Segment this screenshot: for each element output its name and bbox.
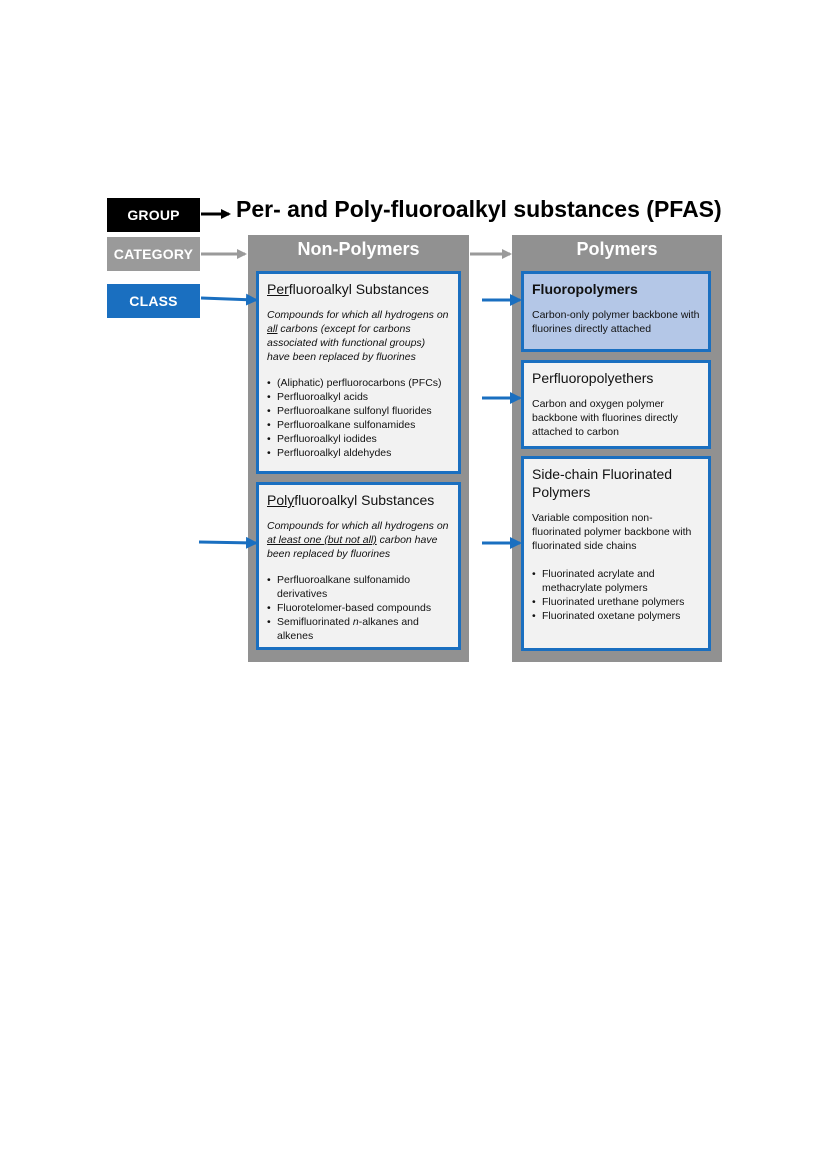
list-item: • Semifluorinated n-alkanes and alkenes <box>267 615 450 643</box>
class-label: CLASS <box>107 284 200 318</box>
fluoropolymers-description: Carbon-only polymer backbone with fluorines directly attached <box>532 309 700 335</box>
list-item: • Fluorinated oxetane polymers <box>532 609 700 623</box>
list-item: • Perfluoroalkane sulfonyl fluorides <box>267 404 450 418</box>
side-chain-title: Side-chain Fluorinated Polymers <box>532 466 673 500</box>
polymers-header: Polymers <box>576 239 658 259</box>
side-chain-description: Variable composition non-fluorinated polymer backbone with fluorinated side chains <box>532 512 692 552</box>
list-item: • Fluorinated urethane polymers <box>532 595 700 609</box>
perfluoroalkyl-description: Compounds for which all hydrogens on all carbons (except for carbons associated with functional groups) have been replaced by fluorines <box>267 309 449 363</box>
list-item: • Perfluoroalkyl aldehydes <box>267 446 450 460</box>
fluoropolymers-title: Fluoropolymers <box>532 281 638 297</box>
category-label: CATEGORY <box>107 237 200 271</box>
list-item: • Fluorinated acrylate and methacrylate polymers <box>532 567 700 595</box>
arrow-polyfluoroalkyl <box>199 542 256 543</box>
non-polymers-header: Non-Polymers <box>297 239 420 259</box>
list-item: • (Aliphatic) perfluorocarbons (PFCs) <box>267 376 450 390</box>
perfluoropolyethers-title: Perfluoropolyethers <box>532 370 654 386</box>
perfluoroalkyl-title: Perfluoroalkyl Substances <box>267 281 429 297</box>
list-item: • Perfluoroalkane sulfonamido derivatives <box>267 573 450 601</box>
diagram-title: Per- and Poly-fluoroalkyl substances (PFAS) <box>236 196 722 222</box>
list-item: • Perfluoroalkane sulfonamides <box>267 418 450 432</box>
perfluoropolyethers-description: Carbon and oxygen polymer backbone with fluorines directly attached to carbon <box>532 398 678 438</box>
list-item: • Perfluoroalkyl iodides <box>267 432 450 446</box>
group-label: GROUP <box>107 198 200 232</box>
list-item: • Perfluoroalkyl acids <box>267 390 450 404</box>
polyfluoroalkyl-description: Compounds for which all hydrogens on at least one (but not all) carbon have been replaced by fluorines <box>267 520 449 560</box>
polyfluoroalkyl-title: Polyfluoroalkyl Substances <box>267 492 435 508</box>
list-item: • Fluorotelomer-based compounds <box>267 601 450 615</box>
arrow-class <box>201 298 256 300</box>
